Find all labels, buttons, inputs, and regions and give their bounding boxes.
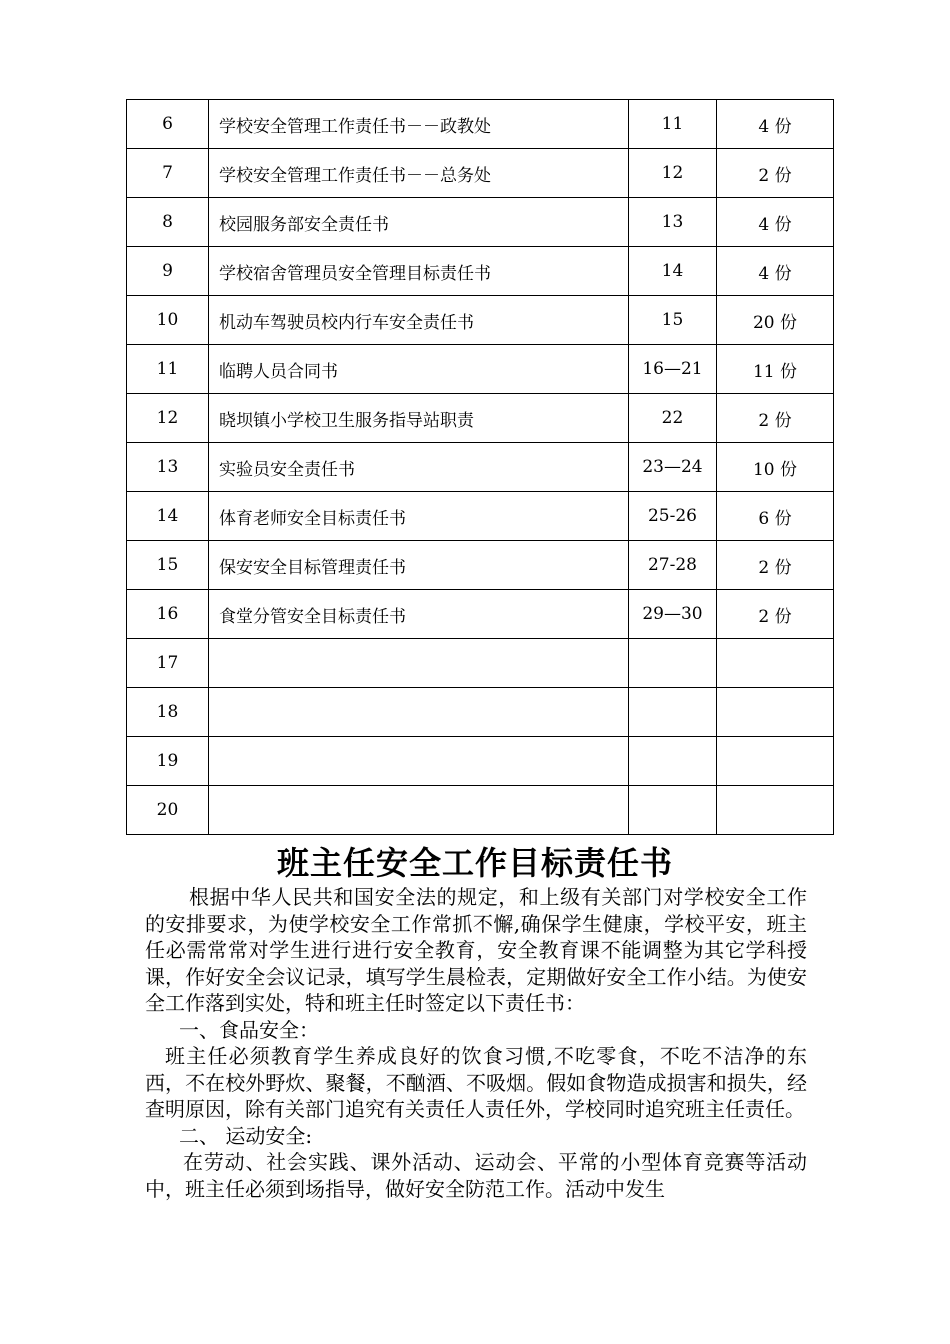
- row-page-cell: 22: [629, 394, 717, 443]
- row-page-cell: [629, 737, 717, 786]
- row-title-cell: 校园服务部安全责任书: [209, 198, 629, 247]
- table-row: [127, 492, 834, 541]
- row-count-cell: 2 份: [717, 590, 834, 639]
- row-title-cell: 学校安全管理工作责任书－－总务处: [209, 149, 629, 198]
- row-number-cell: 16: [127, 590, 209, 639]
- row-count-cell: 6 份: [717, 492, 834, 541]
- row-page-cell: 27-28: [629, 541, 717, 590]
- row-page-cell: 29—30: [629, 590, 717, 639]
- row-page-cell: 13: [629, 198, 717, 247]
- row-count-cell: 11 份: [717, 345, 834, 394]
- row-title-cell: [209, 737, 629, 786]
- row-number-cell: 20: [127, 786, 209, 835]
- row-title-cell: 机动车驾驶员校内行车安全责任书: [209, 296, 629, 345]
- row-number-cell: 12: [127, 394, 209, 443]
- row-title-cell: [209, 639, 629, 688]
- row-number-cell: 6: [127, 100, 209, 149]
- document-title: 班主任安全工作目标责任书: [276, 844, 673, 882]
- row-count-cell: 2 份: [717, 541, 834, 590]
- row-title-cell: 晓坝镇小学校卫生服务指导站职责: [209, 394, 629, 443]
- row-page-cell: 16—21: [629, 345, 717, 394]
- table-row: [127, 541, 834, 590]
- table-row: [127, 737, 834, 786]
- table-row: [127, 100, 834, 149]
- row-title-cell: 食堂分管安全目标责任书: [209, 590, 629, 639]
- table-row: [127, 198, 834, 247]
- row-page-cell: 11: [629, 100, 717, 149]
- row-number-cell: 14: [127, 492, 209, 541]
- table-row: [127, 296, 834, 345]
- table-row: [127, 590, 834, 639]
- table-row: [127, 149, 834, 198]
- intro-paragraph: 根据中华人民共和国安全法的规定，和上级有关部门对学校安全工作的安排要求，为使学校安全工作常抓不懈,确保学生健康，学校平安，班主任必需常常对学生进行进行安全教育，安全教育课不能调整为其它学科授课，作好安全会议记录，填写学生晨检表，定期做好安全工作小结。为使安全工作落到实处，特和班主任时签定以下责任书：: [145, 885, 807, 1015]
- section2-body: 在劳动、社会实践、课外活动、运动会、平常的小型体育竞赛等活动中，班主任必须到场指导，做好安全防范工作。活动中发生: [145, 1150, 807, 1201]
- table-row: [127, 443, 834, 492]
- document-body: [145, 884, 807, 1202]
- row-count-cell: [717, 639, 834, 688]
- row-count-cell: 4 份: [717, 247, 834, 296]
- row-count-cell: 2 份: [717, 149, 834, 198]
- row-page-cell: 14: [629, 247, 717, 296]
- table-row: [127, 247, 834, 296]
- row-page-cell: 25-26: [629, 492, 717, 541]
- table-row: [127, 394, 834, 443]
- row-number-cell: 13: [127, 443, 209, 492]
- table-row: [127, 688, 834, 737]
- row-count-cell: 4 份: [717, 198, 834, 247]
- row-count-cell: [717, 688, 834, 737]
- row-count-cell: 10 份: [717, 443, 834, 492]
- row-title-cell: 临聘人员合同书: [209, 345, 629, 394]
- row-number-cell: 7: [127, 149, 209, 198]
- document-index-table: [126, 99, 834, 835]
- row-page-cell: [629, 639, 717, 688]
- table-row: [127, 786, 834, 835]
- row-count-cell: 2 份: [717, 394, 834, 443]
- row-count-cell: [717, 737, 834, 786]
- row-number-cell: 17: [127, 639, 209, 688]
- row-page-cell: [629, 786, 717, 835]
- row-number-cell: 11: [127, 345, 209, 394]
- row-title-cell: [209, 786, 629, 835]
- section2-heading: 二、 运动安全:: [179, 1123, 313, 1148]
- row-number-cell: 10: [127, 296, 209, 345]
- table-row: [127, 345, 834, 394]
- row-count-cell: [717, 786, 834, 835]
- row-title-cell: [209, 688, 629, 737]
- row-count-cell: 20 份: [717, 296, 834, 345]
- row-number-cell: 19: [127, 737, 209, 786]
- row-page-cell: 23—24: [629, 443, 717, 492]
- row-title-cell: 保安安全目标管理责任书: [209, 541, 629, 590]
- row-number-cell: 18: [127, 688, 209, 737]
- row-page-cell: 15: [629, 296, 717, 345]
- row-title-cell: 学校安全管理工作责任书－－政教处: [209, 100, 629, 149]
- table-body: [127, 100, 834, 835]
- row-title-cell: 学校宿舍管理员安全管理目标责任书: [209, 247, 629, 296]
- row-title-cell: 体育老师安全目标责任书: [209, 492, 629, 541]
- table-row: [127, 639, 834, 688]
- row-number-cell: 9: [127, 247, 209, 296]
- row-page-cell: [629, 688, 717, 737]
- section1-heading: 一、食品安全：: [179, 1017, 319, 1042]
- row-page-cell: 12: [629, 149, 717, 198]
- section1-body: 班主任必须教育学生养成良好的饮食习惯,不吃零食，不吃不洁净的东西，不在校外野炊、聚餐，不酗酒、不吸烟。假如食物造成损害和损失，经查明原因，除有关部门追究有关责任人责任外，学校同时追究班主任责任。: [145, 1044, 807, 1121]
- row-count-cell: 4 份: [717, 100, 834, 149]
- row-number-cell: 8: [127, 198, 209, 247]
- row-title-cell: 实验员安全责任书: [209, 443, 629, 492]
- row-number-cell: 15: [127, 541, 209, 590]
